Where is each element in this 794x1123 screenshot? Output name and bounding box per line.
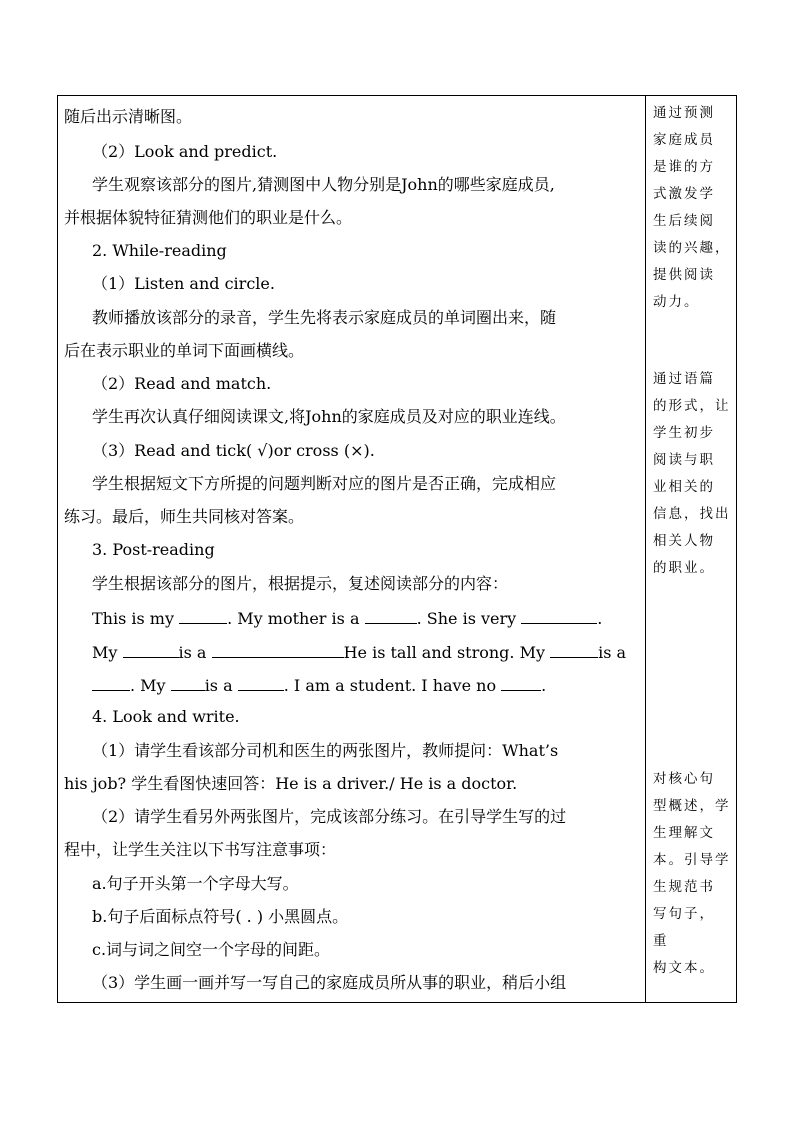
text-line: 后在表示职业的单词下面画横线。 (64, 341, 305, 360)
teaching-procedure-column (58, 96, 645, 1002)
fill-blank-line-2: My is a He is tall and strong. My is a (92, 643, 627, 662)
blank-field (550, 641, 598, 658)
text-line: b.句子后面标点符号( . ) 小黑圆点。 (92, 907, 349, 926)
text-line: （3）Read and tick( √)or cross (×). (92, 441, 375, 460)
fill-blank-line-1: This is my . My mother is a . She is very . (92, 609, 603, 628)
blank-field (238, 674, 284, 691)
text-line: （1）Listen and circle. (92, 274, 275, 293)
design-note-2: 通过语篇 的形式，让 学生初步 阅读与职 业相关的 信息，找出 相关人物 的职业。 (653, 371, 731, 576)
design-note-3: 对核心句 型概述，学 生理解文 本。引导学 生规范书 写句子， 重 构文本。 (653, 771, 731, 976)
blank-field (171, 674, 205, 691)
text-line: （2）请学生看另外两张图片，完成该部分练习。在引导学生写的过 (92, 807, 567, 826)
text-line: his job? 学生看图快速回答：He is a driver./ He is a doctor. (64, 774, 518, 793)
text-line: 练习。最后，师生共同核对答案。 (64, 507, 305, 526)
text-line: 学生观察该部分的图片,猜测图中人物分别是John的哪些家庭成员, (92, 175, 555, 194)
section-heading: 2. While-reading (92, 241, 227, 260)
section-heading: 4. Look and write. (92, 707, 240, 726)
blank-field (501, 674, 541, 691)
text-line: 教师播放该部分的录音，学生先将表示家庭成员的单词圈出来，随 (92, 308, 557, 327)
text-line: （2）Look and predict. (92, 142, 278, 161)
lesson-plan-table (57, 95, 737, 1003)
text-line: 学生根据该部分的图片，根据提示，复述阅读部分的内容： (92, 574, 509, 593)
blank-field (521, 607, 597, 624)
text-line: 并根据体貌特征猜测他们的职业是什么。 (64, 208, 353, 227)
design-note-1: 通过预测 家庭成员 是谁的方 式激发学 生后续阅 读的兴趣， 提供阅读 动力。 (653, 105, 731, 310)
section-heading: 3. Post-reading (92, 540, 215, 559)
fill-blank-line-3: . My is a . I am a student. I have no . (64, 674, 546, 696)
text-line: 学生再次认真仔细阅读课文,将John的家庭成员及对应的职业连线。 (92, 407, 566, 426)
text-line: 程中，让学生关注以下书写注意事项： (64, 840, 337, 859)
column-divider (645, 96, 646, 1002)
blank-field (92, 674, 130, 691)
blank-field (212, 641, 344, 658)
text-line: a.句子开头第一个字母大写。 (92, 874, 299, 893)
text-line: c.词与词之间空一个字母的间距。 (92, 940, 331, 959)
text-line: （1）请学生看该部分司机和医生的两张图片，教师提问：What’s (92, 741, 559, 760)
text-line: 随后出示清晰图。 (64, 107, 193, 126)
text-line: 学生根据短文下方所提的问题判断对应的图片是否正确，完成相应 (92, 474, 557, 493)
text-line: （2）Read and match. (92, 374, 272, 393)
blank-field (123, 641, 179, 658)
blank-field (365, 607, 417, 624)
text-line: （3）学生画一画并写一写自己的家庭成员所从事的职业，稍后小组 (92, 973, 567, 992)
blank-field (179, 607, 227, 624)
